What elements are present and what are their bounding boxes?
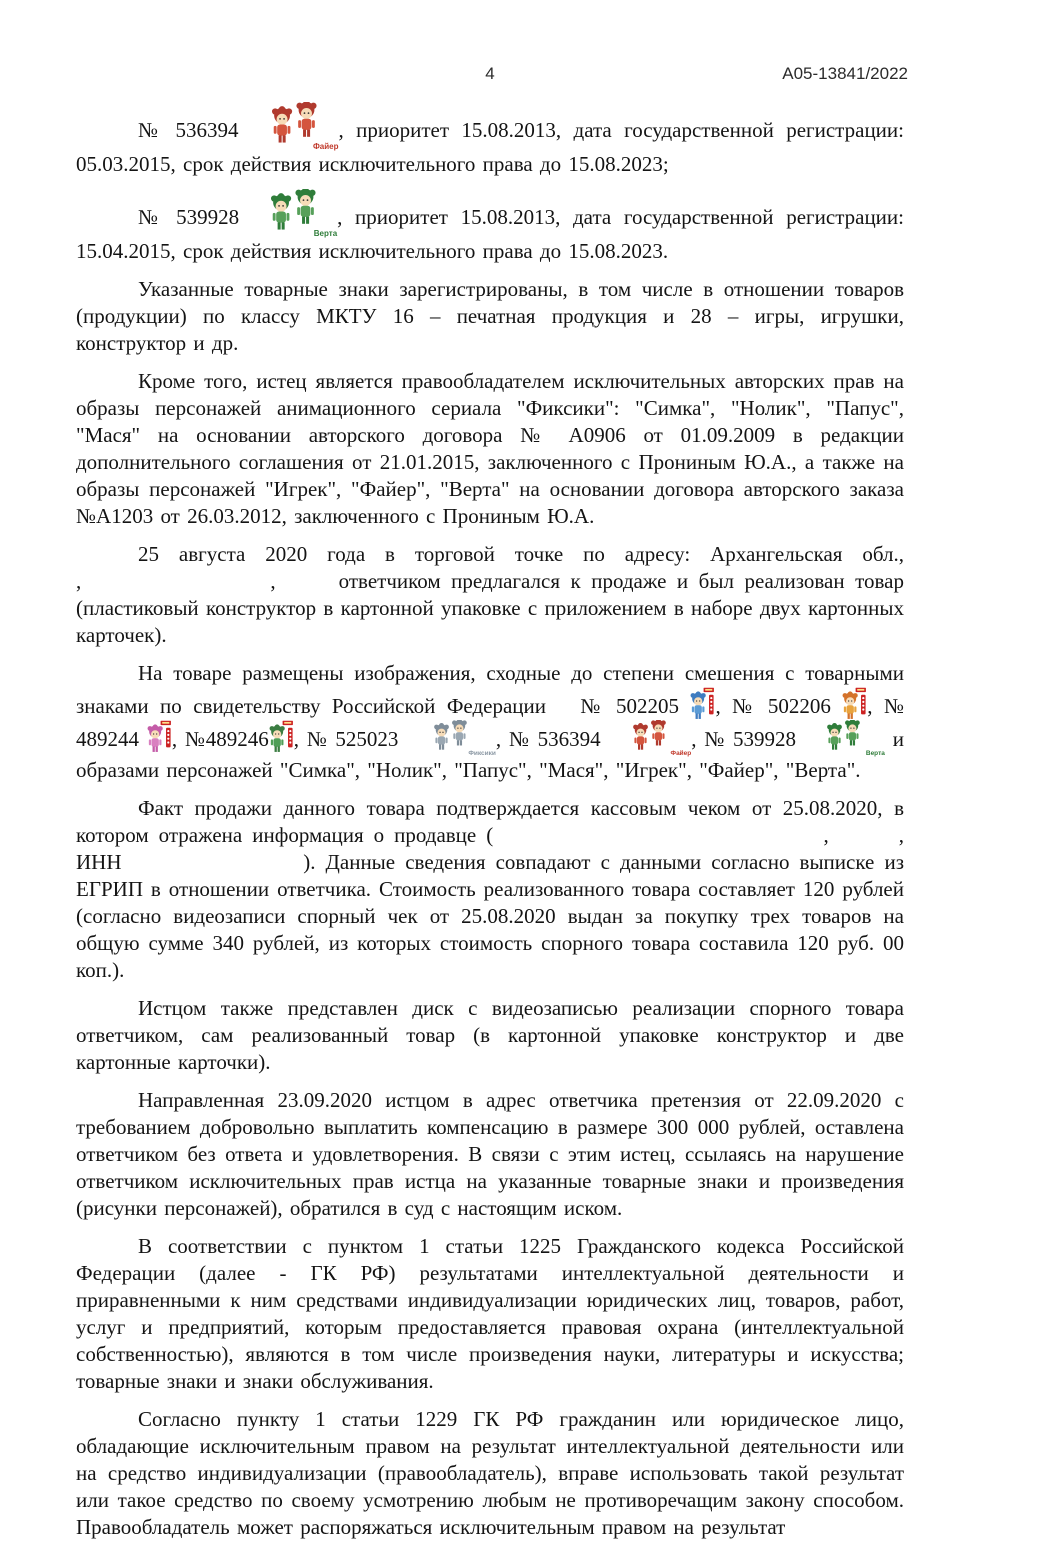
- para-mktu-classes: Указанные товарные знаки зарегистрированы, в том числе в отношении товаров (продукции) по классу МКТУ 16 – печатная продукция и 28 – игры, игрушки, конструктор и др.: [76, 277, 904, 355]
- para-receipt-fact: Факт продажи данного товара подтверждается кассовым чеком от 25.08.2020, в котором отражена информация о продавце ( , , ИНН ). Данные сведения совпадают с данными согласно выписке из ЕГРИП в отношении ответчика. Стоимость реализованного товара составляет 120 рублей (согласно видеозаписи спорный чек от 25.08.2020 выдан за покупку трех товаров на общую сумме 340 рублей, из которых стоимость спорного товара составила 120 руб. 00 коп.).: [76, 796, 904, 982]
- trademark-525023-grey-characters-icon: [406, 720, 496, 757]
- para-video-disc: Истцом также представлен диск с видеозаписью реализации спорного товара ответчиком, сам реализованный товар (в картонной упаковке конструктор и две картонные карточки).: [76, 996, 904, 1074]
- trademark-caption: Верта: [865, 750, 885, 757]
- trademark-539928-verta-characters-icon: [252, 189, 337, 238]
- trademark-536394-fire-characters-icon: [251, 102, 339, 151]
- text-segment: , № 489244: [76, 694, 905, 751]
- text-segment: , № 525023: [293, 727, 399, 751]
- page-number: 4: [485, 64, 495, 83]
- page-header: [76, 64, 908, 88]
- trademark-489246-papus-character-icon: [269, 720, 294, 753]
- para-author-rights: Кроме того, истец является правообладателем исключительных авторских прав на образы персонажей анимационного сериала "Фиксики": "Симка", "Нолик", "Папус", "Мася" на основании авторского договора № А0906 от 01.09.2009 в редакции дополнительного соглашения от 21.01.2015, заключенного с Прониным Ю.А., а также на образы персонажей "Игрек", "Файер", "Верта" на основании договора авторского заказа №А1203 от 26.03.2012, заключенного с Прониным Ю.А.: [76, 369, 904, 528]
- text-segment: , № 536394: [495, 727, 601, 751]
- trademark-caption: Файер: [312, 142, 339, 151]
- para-trademark-536394: [76, 102, 904, 178]
- trademark-536394-fire-characters-icon: [609, 720, 692, 757]
- text-segment: , № 539928: [691, 727, 796, 751]
- para-trademark-539928: [76, 189, 904, 265]
- trademark-489244-masya-character-icon: [147, 720, 172, 753]
- text-segment: № 539928: [138, 205, 240, 229]
- para-claim-letter: Направленная 23.09.2020 истцом в адрес ответчика претензия от 22.09.2020 с требованием добровольно выплатить компенсацию в размере 300 000 рублей, оставлена ответчиком без ответа и удовлетворения. В связи с этим истец, ссылаясь на нарушение ответчиком исключительных прав истца на указанные товарные знаки и произведения (рисунки персонажей), обратился в суд с настоящим иском.: [76, 1088, 904, 1220]
- para-product-images: [76, 660, 904, 784]
- trademark-caption: Файер: [670, 750, 692, 757]
- text-segment: , приоритет 15.08.2013, дата государственной регистрации: 05.03.2015, срок действия исключительного права до 15.08.2023;: [76, 118, 904, 176]
- text-segment: На товаре размещены изображения, сходные до степени смешения с товарными знаками по свидетельству Российской Федерации № 502205: [76, 661, 904, 718]
- case-number: А05-13841/2022: [782, 64, 908, 83]
- para-gk-1229: Согласно пункту 1 статьи 1229 ГК РФ гражданин или юридическое лицо, обладающие исключительным правом на результат интеллектуальной деятельности или на средство индивидуализации (правообладатель), вправе использовать такой результат или такое средство по своему усмотрению любым не противоречащим закону способом. Правообладатель может распоряжаться исключительным правом на результат: [76, 1407, 904, 1539]
- text-segment: , № 502206: [715, 694, 831, 718]
- trademark-502205-nolik-character-icon: [690, 687, 715, 720]
- text-segment: , №489246: [171, 727, 269, 751]
- trademark-502206-simka-character-icon: [842, 687, 867, 720]
- text-segment: № 536394: [138, 118, 239, 142]
- trademark-caption: Верта: [313, 229, 338, 238]
- para-sale-event: 25 августа 2020 года в торговой точке по адресу: Архангельская обл., , , ответчиком предлагался к продаже и был реализован товар (пластиковый конструктор в картонной упаковке с приложением в наборе двух картонных карточек).: [76, 542, 904, 647]
- trademark-539928-verta-characters-icon: [804, 720, 885, 757]
- text-segment: , приоритет 15.08.2013, дата государственной регистрации: 15.04.2015, срок действия исключительного права до 15.08.2023.: [76, 205, 904, 263]
- trademark-caption: Фиксики: [468, 750, 496, 757]
- text-segment: и образами персонажей "Симка", "Нолик", "Папус", "Мася", "Игрек", "Файер", "Верта".: [76, 727, 905, 782]
- para-gk-1225: В соответствии с пунктом 1 статьи 1225 Гражданского кодекса Российской Федерации (далее - ГК РФ) результатами интеллектуальной деятельности и приравненными к ним средствами индивидуализации юридических лиц, товаров, работ, услуг и предприятий, которым предоставляется правовая охрана (интеллектуальной собственностью), являются в том числе произведения науки, литературы и искусства; товарные знаки и знаки обслуживания.: [76, 1234, 904, 1393]
